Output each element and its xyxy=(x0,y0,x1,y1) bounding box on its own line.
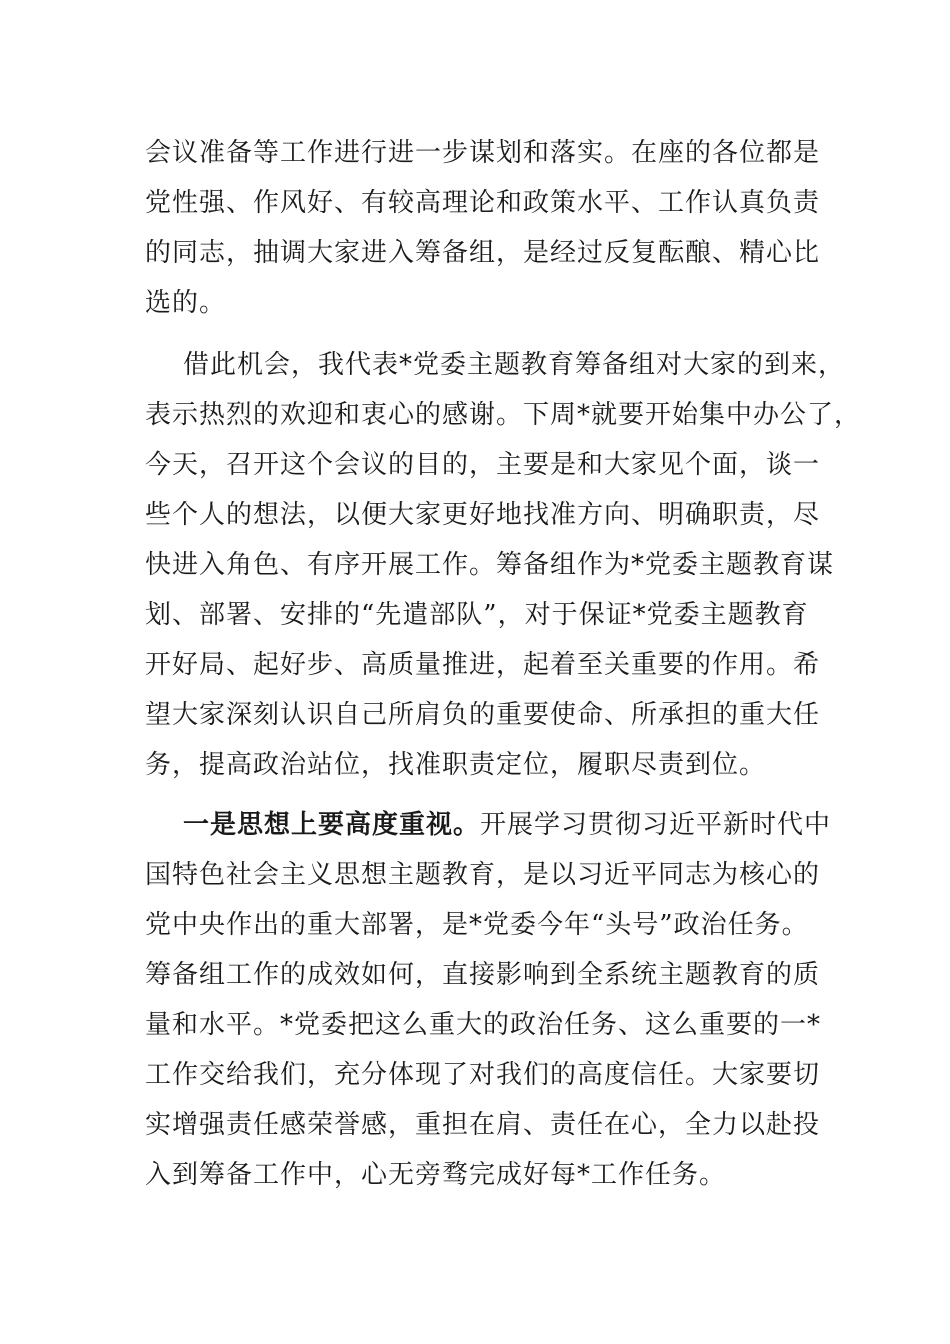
paragraph-2-line-8: 望大家深刻认识自己所肩负的重要使命、所承担的重大任 xyxy=(145,700,821,730)
paragraph-1-line-2: 党性强、作风好、有较高理论和政策水平、工作认真负责 xyxy=(145,188,821,218)
paragraph-2-line-6: 划、部署、安排的“先遣部队”，对于保证*党委主题教育 xyxy=(145,600,809,630)
paragraph-3-line-3: 党中央作出的重大部署，是*党委今年“头号”政治任务。 xyxy=(145,910,809,940)
paragraph-3-line-6: 工作交给我们，充分体现了对我们的高度信任。大家要切 xyxy=(145,1060,821,1090)
paragraph-3-line-1 xyxy=(183,808,831,842)
paragraph-3-line-8: 入到筹备工作中，心无旁骛完成好每*工作任务。 xyxy=(145,1160,727,1190)
paragraph-2-line-4: 些个人的想法，以便大家更好地找准方向、明确职责，尽 xyxy=(145,500,821,530)
paragraph-2-line-7: 开好局、起好步、高质量推进，起着至关重要的作用。希 xyxy=(145,650,821,680)
paragraph-3-heading: 一是思想上要高度重视。 xyxy=(183,810,481,840)
paragraph-3-line-2: 国特色社会主义思想主题教育，是以习近平同志为核心的 xyxy=(145,860,821,890)
paragraph-3-line-7: 实增强责任感荣誉感，重担在肩、责任在心，全力以赴投 xyxy=(145,1110,821,1140)
paragraph-3-line-5: 量和水平。*党委把这么重大的政治任务、这么重要的一* xyxy=(145,1010,822,1040)
paragraph-1-line-4: 选的。 xyxy=(145,288,227,318)
paragraph-1-line-1: 会议准备等工作进行进一步谋划和落实。在座的各位都是 xyxy=(145,138,821,168)
paragraph-3-line-4: 筹备组工作的成效如何，直接影响到全系统主题教育的质 xyxy=(145,960,821,990)
paragraph-2-line-9: 务，提高政治站位，找准职责定位，履职尽责到位。 xyxy=(145,750,767,780)
paragraph-2-line-1: 借此机会，我代表*党委主题教育筹备组对大家的到来， xyxy=(183,350,846,380)
paragraph-3-line-1-text: 开展学习贯彻习近平新时代中 xyxy=(480,810,832,840)
paragraph-2-line-5: 快进入角色、有序开展工作。筹备组作为*党委主题教育谋 xyxy=(145,550,835,580)
paragraph-1-line-3: 的同志，抽调大家进入筹备组，是经过反复酝酿、精心比 xyxy=(145,238,821,268)
paragraph-2-line-2: 表示热烈的欢迎和衷心的感谢。下周*就要开始集中办公了， xyxy=(145,400,862,430)
paragraph-2-line-3: 今天，召开这个会议的目的，主要是和大家见个面，谈一 xyxy=(145,450,821,480)
